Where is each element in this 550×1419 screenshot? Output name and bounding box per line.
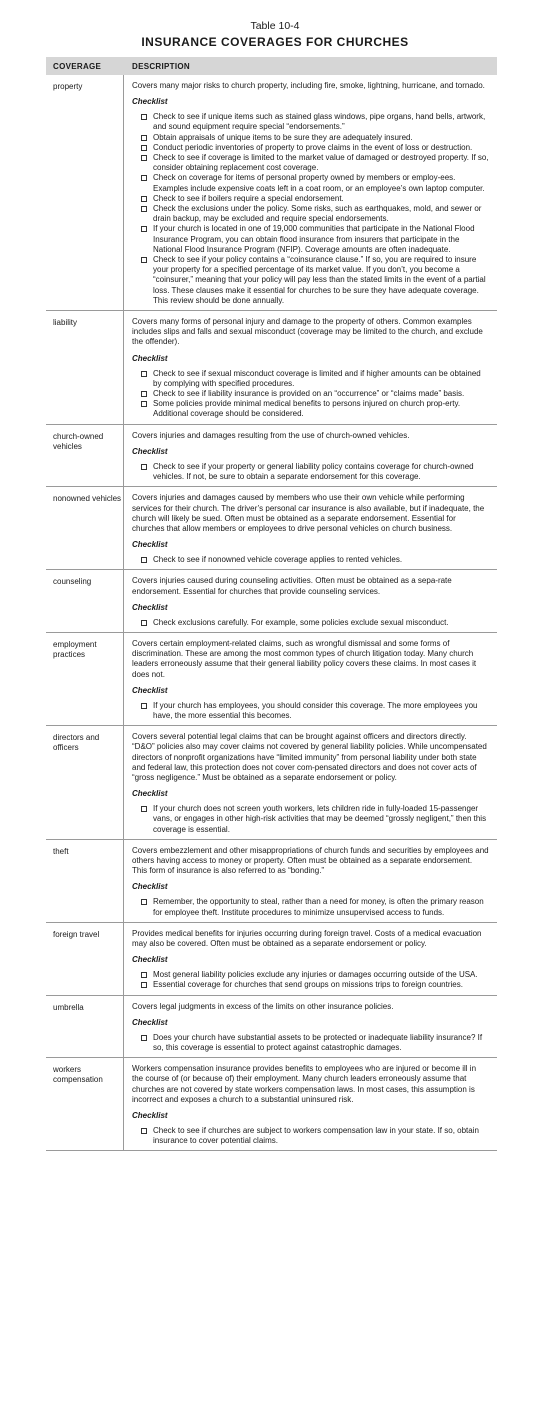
checklist (132, 970, 489, 990)
coverage-description-cell (124, 1058, 497, 1150)
checklist-item (141, 701, 489, 721)
checklist-heading: Checklist (132, 1017, 168, 1027)
checkbox-icon (141, 557, 147, 563)
coverage-name: church-owned vehicles (46, 425, 124, 487)
coverage-description: Covers certain employment-related claims, such as wrongful dismissal and some forms of discrimination. These are among the most common types of church litigation today. Many church leaders erroneously assume that their general liability policy covers these claims. In most cases it does not. (132, 638, 477, 679)
checklist-heading: Checklist (132, 540, 168, 550)
checklist (132, 369, 489, 420)
checklist-heading: Checklist (132, 955, 168, 965)
table-row (46, 633, 497, 726)
checklist-item-text: Does your church have substantial assets to be protected or inadequate liability insurance? If so, this coverage is essential to protect against catastrophic damages. (153, 1032, 483, 1052)
coverage-description-cell (124, 726, 497, 839)
checklist-item (141, 462, 489, 482)
checklist-item-text: Remember, the opportunity to steal, rather than a need for money, is often the primary reason for employee theft. Institute procedures to minimize unsupervised access to funds. (153, 897, 484, 917)
checkbox-icon (141, 257, 147, 263)
table-row (46, 923, 497, 996)
coverage-description-cell (124, 75, 497, 310)
checklist (132, 555, 489, 565)
table-row (46, 425, 497, 488)
checklist-item (141, 980, 489, 990)
coverage-description-cell (124, 570, 497, 632)
checklist (132, 112, 489, 306)
checklist (132, 701, 489, 721)
checkbox-icon (141, 1128, 147, 1134)
checklist-item (141, 389, 489, 399)
checkbox-icon (141, 206, 147, 212)
checklist-heading: Checklist (132, 446, 168, 456)
checkbox-icon (141, 155, 147, 161)
coverage-description-cell (124, 425, 497, 487)
coverage-description-cell (124, 487, 497, 569)
coverage-name: directors and officers (46, 726, 124, 839)
coverage-description: Covers legal judgments in excess of the limits on other insurance policies. (132, 1001, 394, 1011)
coverage-description: Covers many forms of personal injury and damage to the property of others. Common examples includes slips and falls and sexual misconduct (coverage may be limited to the church, and exclude the offender). (132, 317, 483, 347)
checklist-item (141, 970, 489, 980)
checkbox-icon (141, 464, 147, 470)
coverage-name: workers compensation (46, 1058, 124, 1150)
checklist-item-text: If your church has employees, you should consider this coverage. The more employees you have, the more essential this becomes. (153, 700, 478, 720)
checklist-item-text: Conduct periodic inventories of property to prove claims in the event of loss or destruction. (153, 142, 473, 152)
checklist-item-text: If your church does not screen youth workers, lets children ride in fully-loaded 15-passenger vans, or engages in other high-risk activities that may be deemed “grossly negligent,” then this coverage is essential. (153, 804, 487, 834)
checkbox-icon (141, 703, 147, 709)
checkbox-icon (141, 145, 147, 151)
coverage-description-cell (124, 923, 497, 995)
checklist-item-text: Check to see if your property or general liability policy contains coverage for church-owned vehicles. If not, be sure to obtain a separate endorsement for this coverage. (153, 461, 474, 482)
checklist-item (141, 618, 489, 628)
checklist (132, 897, 489, 917)
table-row (46, 570, 497, 633)
checklist-item (141, 399, 489, 419)
checklist-item-text: Check exclusions carefully. For example, some policies exclude sexual misconduct. (153, 617, 449, 627)
coverage-name: employment practices (46, 633, 124, 725)
checklist-item-text: Check to see if sexual misconduct coverage is limited and if higher amounts can be obtained by complying with specified procedures. (153, 368, 481, 388)
coverage-description: Provides medical benefits for injuries occurring during foreign travel. Costs of a medical evacuation may also be covered. Often must be obtained as a separate endorsement or policy. (132, 928, 482, 948)
checklist-item-text: Check on coverage for items of personal property owned by members or employ-ees. Examples include expensive coats left in a coat room, or an employee’s own laptop computer. (153, 173, 485, 193)
checklist-heading: Checklist (132, 685, 168, 695)
checklist-item (141, 255, 489, 306)
checklist-item (141, 897, 489, 917)
checkbox-icon (141, 114, 147, 120)
checkbox-icon (141, 806, 147, 812)
checklist-item (141, 173, 489, 193)
checkbox-icon (141, 371, 147, 377)
checklist-item-text: Essential coverage for churches that send groups on missions trips to foreign countries. (153, 980, 463, 990)
coverage-description-cell (124, 996, 497, 1058)
checklist (132, 1126, 489, 1146)
checkbox-icon (141, 899, 147, 905)
coverage-description: Covers several potential legal claims that can be brought against officers and directors directly. “D&O” policies also may cover claims not covered by general liability policies. While uncompensated directors of nonprofit organizations have “limited immunity” from personal liability under both state and federal law, this protection does not cover com-pensated directors and does not cover acts of “gross negligence.” Must be obtained as a separate endorsement or policy. (132, 732, 487, 782)
checklist-item-text: Check to see if your policy contains a “coinsurance clause.” If so, you are required to insure your property for a specified percentage of its market value. If you don’t, you become a “coinsurer,” meaning that your policy will pay less than the stated limits in the event of a partial loss. These clauses make it essential for churches to be sure they have adequate coverage. This review should be done annually. (153, 255, 486, 305)
checklist-item-text: Check to see if coverage is limited to the market value of damaged or destroyed property. If so, consider obtaining replacement cost coverage. (153, 153, 489, 173)
coverage-description: Workers compensation insurance provides benefits to employees who are injured or become ill in the course of (or because of) their employment. Many church leaders erroneously assume that churches are not covered by state workers compensation laws. In most cases, this assumption is incorrect and exposes a church to a substantial uninsured risk. (132, 1064, 477, 1104)
checkbox-icon (141, 196, 147, 202)
checklist-item-text: Obtain appraisals of unique items to be sure they are adequately insured. (153, 132, 413, 142)
coverage-description: Covers injuries and damages resulting from the use of church-owned vehicles. (132, 430, 410, 440)
table-row (46, 996, 497, 1059)
checklist-item (141, 143, 489, 153)
checklist-heading: Checklist (132, 97, 168, 107)
checkbox-icon (141, 401, 147, 407)
checklist-item (141, 133, 489, 143)
table-number: Table 10-4 (250, 20, 300, 32)
checklist (132, 804, 489, 835)
checklist-item (141, 194, 489, 204)
checkbox-icon (141, 972, 147, 978)
checklist-item (141, 112, 489, 132)
checklist-heading: Checklist (132, 882, 168, 892)
checkbox-icon (141, 391, 147, 397)
coverage-description-cell (124, 633, 497, 725)
coverage-name: foreign travel (46, 923, 124, 995)
checkbox-icon (141, 226, 147, 232)
checklist-item (141, 555, 489, 565)
checklist-item (141, 369, 489, 389)
coverage-name: counseling (46, 570, 124, 632)
table-body (46, 75, 497, 1151)
coverage-description-cell (124, 840, 497, 922)
coverage-name: nonowned vehicles (46, 487, 124, 569)
checkbox-icon (141, 982, 147, 988)
table-row (46, 311, 497, 425)
table-head-row (46, 57, 497, 75)
checklist-item-text: Check to see if nonowned vehicle coverage applies to rented vehicles. (153, 555, 403, 565)
checklist-item-text: Check to see if boilers require a special endorsement. (153, 193, 344, 203)
column-header-coverage: COVERAGE (53, 61, 102, 71)
checklist-heading: Checklist (132, 602, 168, 612)
checklist (132, 1033, 489, 1053)
coverage-table (46, 57, 497, 1151)
checkbox-icon (141, 1035, 147, 1041)
coverage-description: Covers injuries caused during counseling activities. Often must be obtained as a sepa-rate endorsement. Essential for churches that provide counseling services. (132, 576, 452, 596)
column-header-description: DESCRIPTION (132, 61, 190, 71)
checklist-item-text: Check to see if unique items such as stained glass windows, pipe organs, hand bells, artwork, and sound equipment require special “endorsements.” (153, 112, 486, 132)
checkbox-icon (141, 175, 147, 181)
checklist-item (141, 224, 489, 255)
checklist-item-text: Check to see if liability insurance is provided on an “occurrence” or “claims made” basis. (153, 389, 465, 399)
table-row (46, 840, 497, 923)
checklist-item-text: If your church is located in one of 19,000 communities that participate in the National Flood Insurance Program, you can obtain flood insurance from insurers that participate in the National Flood Insurance Program (NFIP). Coverage amounts are often inadequate. (153, 224, 475, 254)
checklist (132, 462, 489, 482)
coverage-name: property (46, 75, 124, 310)
checklist-item (141, 1126, 489, 1146)
table-title: INSURANCE COVERAGES FOR CHURCHES (141, 35, 409, 49)
checkbox-icon (141, 135, 147, 141)
checklist-heading: Checklist (132, 789, 168, 799)
checklist-item (141, 1033, 489, 1053)
checklist-heading: Checklist (132, 1111, 168, 1121)
coverage-description: Covers many major risks to church property, including fire, smoke, lightning, hurricane, and tornado. (132, 81, 485, 90)
coverage-description: Covers injuries and damages caused by members who use their own vehicle while performing services for their church. The driver’s personal car insurance is also available, but if inadequate, the church will likely be sued. Often must be obtained as a separate endorsement. Essential for churches that allow members or employees to drive personal vehicles on church business. (132, 493, 485, 533)
table-row (46, 1058, 497, 1151)
checkbox-icon (141, 620, 147, 626)
checklist-heading: Checklist (132, 353, 168, 363)
table-row (46, 726, 497, 840)
checklist-item-text: Some policies provide minimal medical benefits to persons injured on church prop-erty. Additional coverage should be considered. (153, 399, 461, 419)
checklist-item (141, 804, 489, 835)
table-row (46, 75, 497, 311)
coverage-description: Covers embezzlement and other misappropriations of church funds and securities by employees and others having access to money or property. Often must be obtained as a separate endorsement. This form of insurance is also referred to as “bonding.” (132, 845, 489, 876)
table-header (0, 0, 550, 50)
checklist-item-text: Most general liability policies exclude any injuries or damages occurring outside of the USA. (153, 970, 478, 980)
checklist (132, 618, 489, 628)
checklist-item (141, 153, 489, 173)
checklist-item-text: Check the exclusions under the policy. Some risks, such as earthquakes, mold, and sewer or drain backup, may be excluded and require special endorsements. (153, 204, 482, 224)
coverage-description-cell (124, 311, 497, 424)
coverage-name: umbrella (46, 996, 124, 1058)
table-row (46, 487, 497, 570)
coverage-name: theft (46, 840, 124, 922)
checklist-item-text: Check to see if churches are subject to workers compensation law in your state. If so, obtain insurance to cover potential claims. (153, 1126, 479, 1146)
checklist-item (141, 204, 489, 224)
coverage-name: liability (46, 311, 124, 424)
